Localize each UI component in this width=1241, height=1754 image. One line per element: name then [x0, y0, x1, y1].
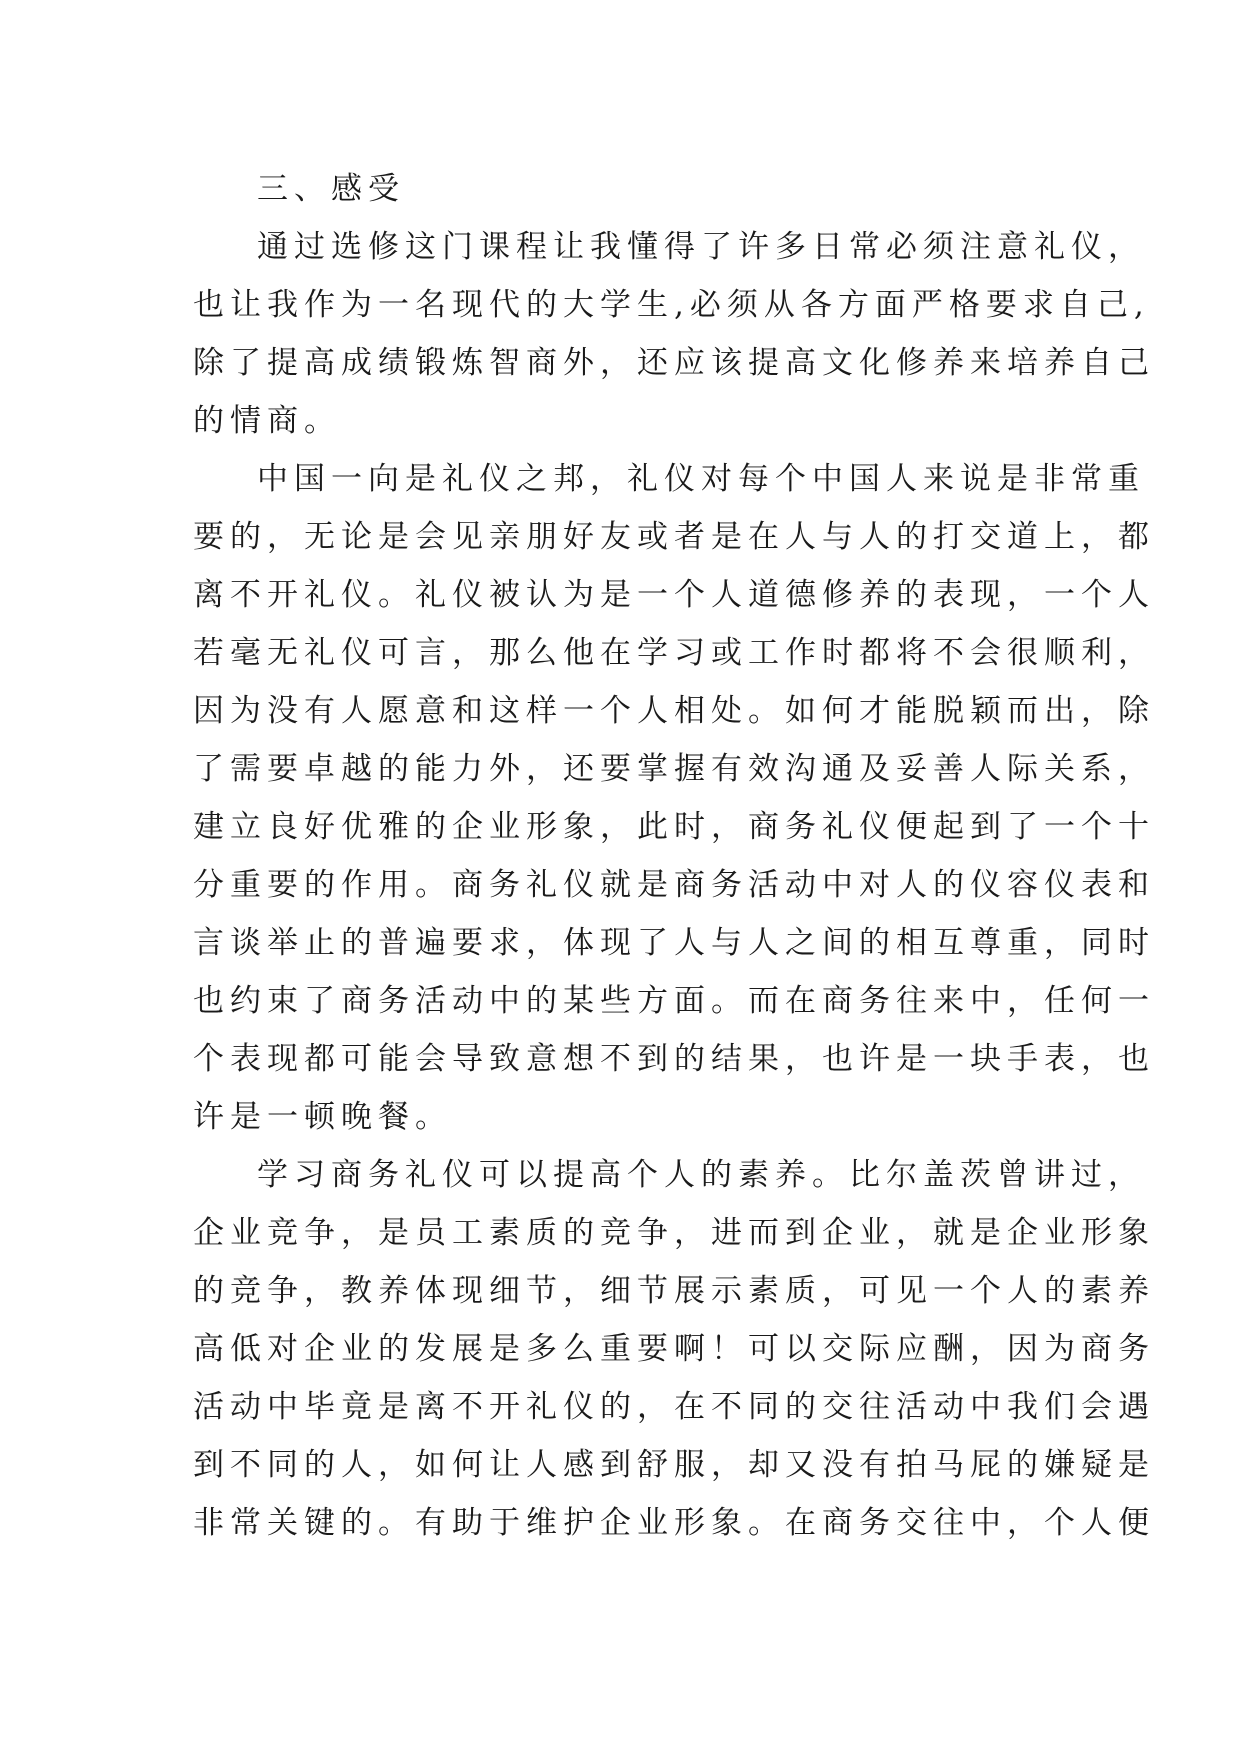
text-line: 通过选修这门课程让我懂得了许多日常必须注意礼仪， [257, 229, 1145, 265]
text-line: 因为没有人愿意和这样一个人相处。如何才能脱颖而出，除 [193, 693, 1155, 729]
text-line: 除了提高成绩锻炼智商外，还应该提高文化修养来培养自己 [193, 345, 1155, 381]
text-line: 活动中毕竟是离不开礼仪的，在不同的交往活动中我们会遇 [193, 1389, 1155, 1425]
text-line: 企业竞争，是员工素质的竞争，进而到企业，就是企业形象 [193, 1215, 1155, 1251]
text-line: 许是一顿晚餐。 [193, 1099, 452, 1135]
paragraph-2 [193, 450, 1155, 1146]
paragraph-1 [193, 218, 1155, 450]
text-line: 非常关键的。有助于维护企业形象。在商务交往中，个人便 [193, 1505, 1155, 1541]
text-line: 分重要的作用。商务礼仪就是商务活动中对人的仪容仪表和 [193, 867, 1155, 903]
text-line: 个表现都可能会导致意想不到的结果，也许是一块手表，也 [193, 1041, 1155, 1077]
text-line: 到不同的人，如何让人感到舒服，却又没有拍马屁的嫌疑是 [193, 1447, 1155, 1483]
text-line: 了需要卓越的能力外，还要掌握有效沟通及妥善人际关系， [193, 751, 1155, 787]
text-line: 高低对企业的发展是多么重要啊！可以交际应酬，因为商务 [193, 1331, 1155, 1367]
text-line: 要的，无论是会见亲朋好友或者是在人与人的打交道上，都 [193, 519, 1155, 555]
text-line: 中国一向是礼仪之邦，礼仪对每个中国人来说是非常重 [257, 461, 1145, 497]
text-line: 建立良好优雅的企业形象，此时，商务礼仪便起到了一个十 [193, 809, 1155, 845]
text-line: 也约束了商务活动中的某些方面。而在商务往来中，任何一 [193, 983, 1155, 1019]
text-line: 离不开礼仪。礼仪被认为是一个人道德修养的表现，一个人 [193, 577, 1155, 613]
text-line: 学习商务礼仪可以提高个人的素养。比尔盖茨曾讲过， [257, 1157, 1145, 1193]
paragraph-3 [193, 1146, 1155, 1552]
section-heading: 三、感受 [257, 171, 405, 207]
text-line: 的情商。 [193, 403, 341, 439]
text-line: 的竞争，教养体现细节，细节展示素质，可见一个人的素养 [193, 1273, 1155, 1309]
document-body [193, 160, 1155, 1552]
text-line: 言谈举止的普遍要求，体现了人与人之间的相互尊重，同时 [193, 925, 1155, 961]
text-line: 若毫无礼仪可言，那么他在学习或工作时都将不会很顺利， [193, 635, 1155, 671]
text-line: 也让我作为一名现代的大学生,必须从各方面严格要求自己, [193, 287, 1150, 323]
